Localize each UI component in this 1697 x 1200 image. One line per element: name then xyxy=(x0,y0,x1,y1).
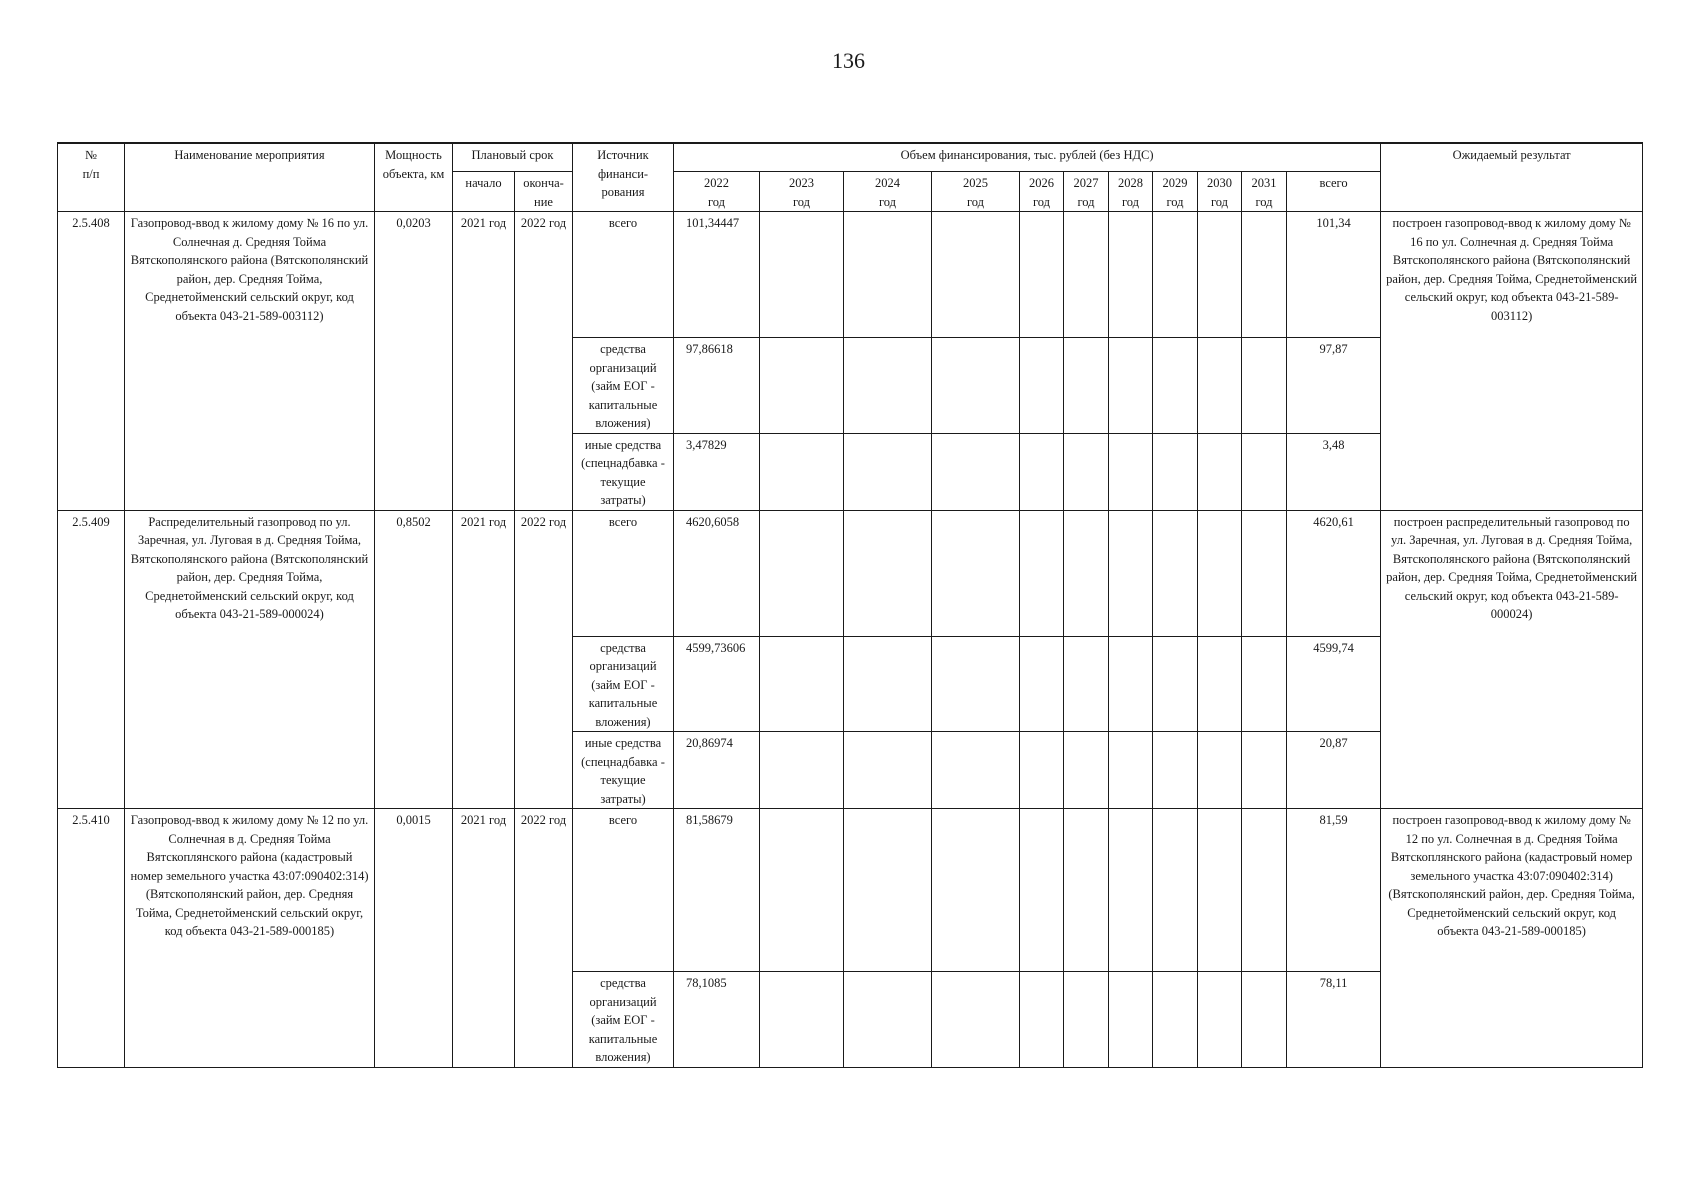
table-row xyxy=(58,809,1643,972)
value-empty xyxy=(760,732,844,809)
value-empty xyxy=(1020,433,1064,510)
header-result: Ожидаемый результат xyxy=(1381,143,1643,212)
table-row xyxy=(58,510,1643,636)
row-name: Газопровод-ввод к жилому дому № 12 по ул. Солнечная в д. Средняя Тойма Вятскоплянского района (кадастровый номер земельного участка 43:07:090402:314) (Вятскополянский район, дер. Средняя Тойма, Среднетойменский сельский округ, код объекта 043-21-589-000185) xyxy=(125,809,375,1068)
source-label: средства организаций (займ ЕОГ - капитальные вложения) xyxy=(573,338,674,434)
value-empty xyxy=(1064,212,1109,338)
value-empty xyxy=(760,212,844,338)
value-empty xyxy=(1242,732,1287,809)
value-empty xyxy=(760,809,844,972)
value-2022: 4599,73606 xyxy=(674,636,760,732)
row-start: 2021 год xyxy=(453,212,515,511)
value-empty xyxy=(1020,636,1064,732)
value-total: 78,11 xyxy=(1287,972,1381,1068)
source-label: средства организаций (займ ЕОГ - капитальные вложения) xyxy=(573,972,674,1068)
value-empty xyxy=(760,636,844,732)
value-total: 20,87 xyxy=(1287,732,1381,809)
header-num: № п/п xyxy=(58,143,125,212)
header-year: 2030 год xyxy=(1198,172,1242,212)
value-empty xyxy=(1153,338,1198,434)
value-empty xyxy=(844,433,932,510)
row-number: 2.5.409 xyxy=(58,510,125,809)
value-empty xyxy=(1109,510,1153,636)
value-empty xyxy=(1064,972,1109,1068)
header-capacity: Мощность объекта, км xyxy=(375,143,453,212)
value-empty xyxy=(1242,212,1287,338)
row-result: построен газопровод-ввод к жилому дому № 12 по ул. Солнечная в д. Средняя Тойма Вятскоплянского района (кадастровый номер земельного участка 43:07:090402:314) (Вятскополянский район, дер. Средняя Тойма, Среднетойменский сельский округ, код объекта 043-21-589-000185) xyxy=(1381,809,1643,1068)
value-empty xyxy=(1153,972,1198,1068)
value-empty xyxy=(1020,338,1064,434)
source-label: всего xyxy=(573,510,674,636)
value-total: 97,87 xyxy=(1287,338,1381,434)
value-2022: 78,1085 xyxy=(674,972,760,1068)
table-row xyxy=(58,212,1643,338)
value-empty xyxy=(844,636,932,732)
value-empty xyxy=(760,510,844,636)
value-empty xyxy=(1198,809,1242,972)
row-result: построен газопровод-ввод к жилому дому № 16 по ул. Солнечная д. Средняя Тойма Вятскополянского района (Вятскополянский район, дер. Средняя Тойма, Среднетойменский сельский округ, код объекта 043-21-589-003112) xyxy=(1381,212,1643,511)
header-year: 2028 год xyxy=(1109,172,1153,212)
value-empty xyxy=(1109,972,1153,1068)
source-label: средства организаций (займ ЕОГ - капитальные вложения) xyxy=(573,636,674,732)
value-empty xyxy=(760,433,844,510)
funding-table xyxy=(57,142,1643,1068)
value-empty xyxy=(1242,972,1287,1068)
value-empty xyxy=(1109,338,1153,434)
value-empty xyxy=(1198,212,1242,338)
value-empty xyxy=(1109,636,1153,732)
header-year: 2025 год xyxy=(932,172,1020,212)
value-empty xyxy=(844,972,932,1068)
header-period: Плановый срок xyxy=(453,143,573,172)
header-year: 2031 год xyxy=(1242,172,1287,212)
value-empty xyxy=(1153,636,1198,732)
value-empty xyxy=(760,338,844,434)
value-empty xyxy=(1198,972,1242,1068)
value-empty xyxy=(1198,433,1242,510)
value-empty xyxy=(1153,212,1198,338)
value-empty xyxy=(1064,433,1109,510)
value-empty xyxy=(1109,809,1153,972)
value-total: 4599,74 xyxy=(1287,636,1381,732)
value-empty xyxy=(1242,809,1287,972)
value-empty xyxy=(1020,212,1064,338)
header-year: 2026 год xyxy=(1020,172,1064,212)
header-start: начало xyxy=(453,172,515,212)
row-start: 2021 год xyxy=(453,809,515,1068)
value-total: 81,59 xyxy=(1287,809,1381,972)
row-capacity: 0,8502 xyxy=(375,510,453,809)
value-empty xyxy=(844,809,932,972)
header-year: 2029 год xyxy=(1153,172,1198,212)
value-empty xyxy=(932,809,1020,972)
value-total: 3,48 xyxy=(1287,433,1381,510)
value-empty xyxy=(932,510,1020,636)
value-empty xyxy=(1109,433,1153,510)
value-empty xyxy=(844,510,932,636)
value-empty xyxy=(844,212,932,338)
value-empty xyxy=(1242,636,1287,732)
source-label: иные средства (спецнадбавка - текущие затраты) xyxy=(573,732,674,809)
value-empty xyxy=(1198,510,1242,636)
value-empty xyxy=(932,212,1020,338)
value-empty xyxy=(1153,732,1198,809)
source-label: всего xyxy=(573,212,674,338)
value-empty xyxy=(932,338,1020,434)
value-empty xyxy=(1064,338,1109,434)
value-total: 101,34 xyxy=(1287,212,1381,338)
row-capacity: 0,0015 xyxy=(375,809,453,1068)
value-empty xyxy=(932,636,1020,732)
value-empty xyxy=(1198,732,1242,809)
value-empty xyxy=(1198,636,1242,732)
header-year: 2024 год xyxy=(844,172,932,212)
value-empty xyxy=(1242,433,1287,510)
value-total: 4620,61 xyxy=(1287,510,1381,636)
row-number: 2.5.410 xyxy=(58,809,125,1068)
value-empty xyxy=(1153,433,1198,510)
value-empty xyxy=(844,338,932,434)
value-empty xyxy=(1109,732,1153,809)
value-empty xyxy=(1020,972,1064,1068)
value-empty xyxy=(932,433,1020,510)
value-empty xyxy=(1242,510,1287,636)
row-result: построен распределительный газопровод по ул. Заречная, ул. Луговая в д. Средняя Тойма, Вятскополянского района (Вятскополянский район, дер. Средняя Тойма, Среднетойменский сельский округ, код объекта 043-21-589-000024) xyxy=(1381,510,1643,809)
value-2022: 4620,6058 xyxy=(674,510,760,636)
value-empty xyxy=(1064,809,1109,972)
value-empty xyxy=(1064,732,1109,809)
value-2022: 97,86618 xyxy=(674,338,760,434)
page-number: 136 xyxy=(832,48,865,73)
value-2022: 101,34447 xyxy=(674,212,760,338)
value-empty xyxy=(1153,510,1198,636)
row-end: 2022 год xyxy=(515,809,573,1068)
header-name: Наименование мероприятия xyxy=(125,143,375,212)
value-empty xyxy=(1198,338,1242,434)
value-2022: 20,86974 xyxy=(674,732,760,809)
source-label: иные средства (спецнадбавка - текущие затраты) xyxy=(573,433,674,510)
value-empty xyxy=(1242,338,1287,434)
value-empty xyxy=(844,732,932,809)
value-empty xyxy=(760,972,844,1068)
header-total: всего xyxy=(1287,172,1381,212)
value-empty xyxy=(1020,510,1064,636)
header-year: 2023 год xyxy=(760,172,844,212)
value-empty xyxy=(1020,732,1064,809)
value-empty xyxy=(1153,809,1198,972)
value-2022: 81,58679 xyxy=(674,809,760,972)
value-empty xyxy=(1109,212,1153,338)
value-empty xyxy=(1020,809,1064,972)
row-end: 2022 год xyxy=(515,212,573,511)
row-capacity: 0,0203 xyxy=(375,212,453,511)
header-end: оконча- ние xyxy=(515,172,573,212)
source-label: всего xyxy=(573,809,674,972)
value-2022: 3,47829 xyxy=(674,433,760,510)
value-empty xyxy=(1064,510,1109,636)
header-source: Источник финанси- рования xyxy=(573,143,674,212)
header-year: 2022 год xyxy=(674,172,760,212)
row-end: 2022 год xyxy=(515,510,573,809)
value-empty xyxy=(1064,636,1109,732)
row-number: 2.5.408 xyxy=(58,212,125,511)
value-empty xyxy=(932,732,1020,809)
row-name: Распределительный газопровод по ул. Заречная, ул. Луговая в д. Средняя Тойма, Вятскополянского района (Вятскополянский район, дер. Средняя Тойма, Среднетойменский сельский округ, код объекта 043-21-589-000024) xyxy=(125,510,375,809)
row-start: 2021 год xyxy=(453,510,515,809)
header-year: 2027 год xyxy=(1064,172,1109,212)
header-funding: Объем финансирования, тыс. рублей (без НДС) xyxy=(674,143,1381,172)
value-empty xyxy=(932,972,1020,1068)
row-name: Газопровод-ввод к жилому дому № 16 по ул. Солнечная д. Средняя Тойма Вятскополянского района (Вятскополянский район, дер. Средняя Тойма, Среднетойменский сельский округ, код объекта 043-21-589-003112) xyxy=(125,212,375,511)
